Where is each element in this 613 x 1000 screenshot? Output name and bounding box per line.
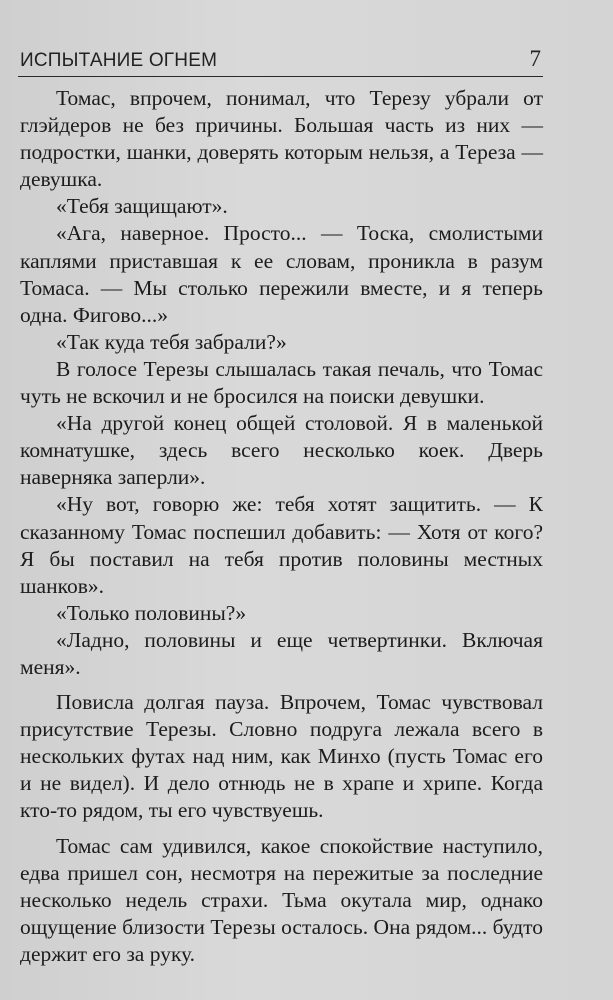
- paragraph-3: «Ага, наверное. Просто... — Тоска, смолистыми каплями приставшая к ее словам, проникла в разум Томаса. — Мы столько пережили вместе, и я теперь одна. Фигово...»: [20, 221, 543, 327]
- page-header: [18, 44, 543, 77]
- paragraph-9: «Ладно, половины и еще четвертинки. Включая меня».: [20, 627, 543, 679]
- paragraph-2: «Тебя защищают».: [56, 194, 228, 219]
- paragraph-7: «Ну вот, говорю же: тебя хотят защитить. — К сказанному Томас поспешил добавить: — Хотя от кого? Я бы поставил на тебя против половины местных шанков».: [20, 492, 543, 598]
- running-title: ИСПЫТАНИЕ ОГНЕМ: [20, 50, 218, 71]
- paragraph-10: Повисла долгая пауза. Впрочем, Томас чувствовал присутствие Терезы. Словно подруга лежала всего в нескольких футах над ним, как Минхо (пусть Томас его и не видел). И дело отнюдь не в храпе и хрипе. Когда кто-то рядом, ты его чувствуешь.: [20, 690, 543, 823]
- page-number: 7: [529, 46, 541, 71]
- paragraph-5: В голосе Терезы слышалась такая печаль, что Томас чуть не вскочил и не бросился на поиски девушки.: [20, 356, 543, 409]
- paragraph-4: «Так куда тебя забрали?»: [56, 329, 287, 354]
- paragraph-6: «На другой конец общей столовой. Я в маленькой комнатушке, здесь всего несколько коек. Дверь наверняка заперли».: [20, 411, 543, 490]
- paragraph-11: Томас сам удивился, какое спокойствие наступило, едва пришел сон, несмотря на пережитые за последние несколько недель страхи. Тьма окутала мир, однако ощущение близости Терезы осталось. Она рядом... будто держит его за руку.: [20, 833, 543, 966]
- paragraph-8: «Только половины?»: [56, 600, 247, 625]
- body-text: [20, 85, 543, 968]
- paragraph-1: Томас, впрочем, понимал, что Терезу убрали от глэйдеров не без причины. Большая часть из них — подростки, шанки, доверять которым нельзя, а Тереза — девушка.: [20, 86, 543, 192]
